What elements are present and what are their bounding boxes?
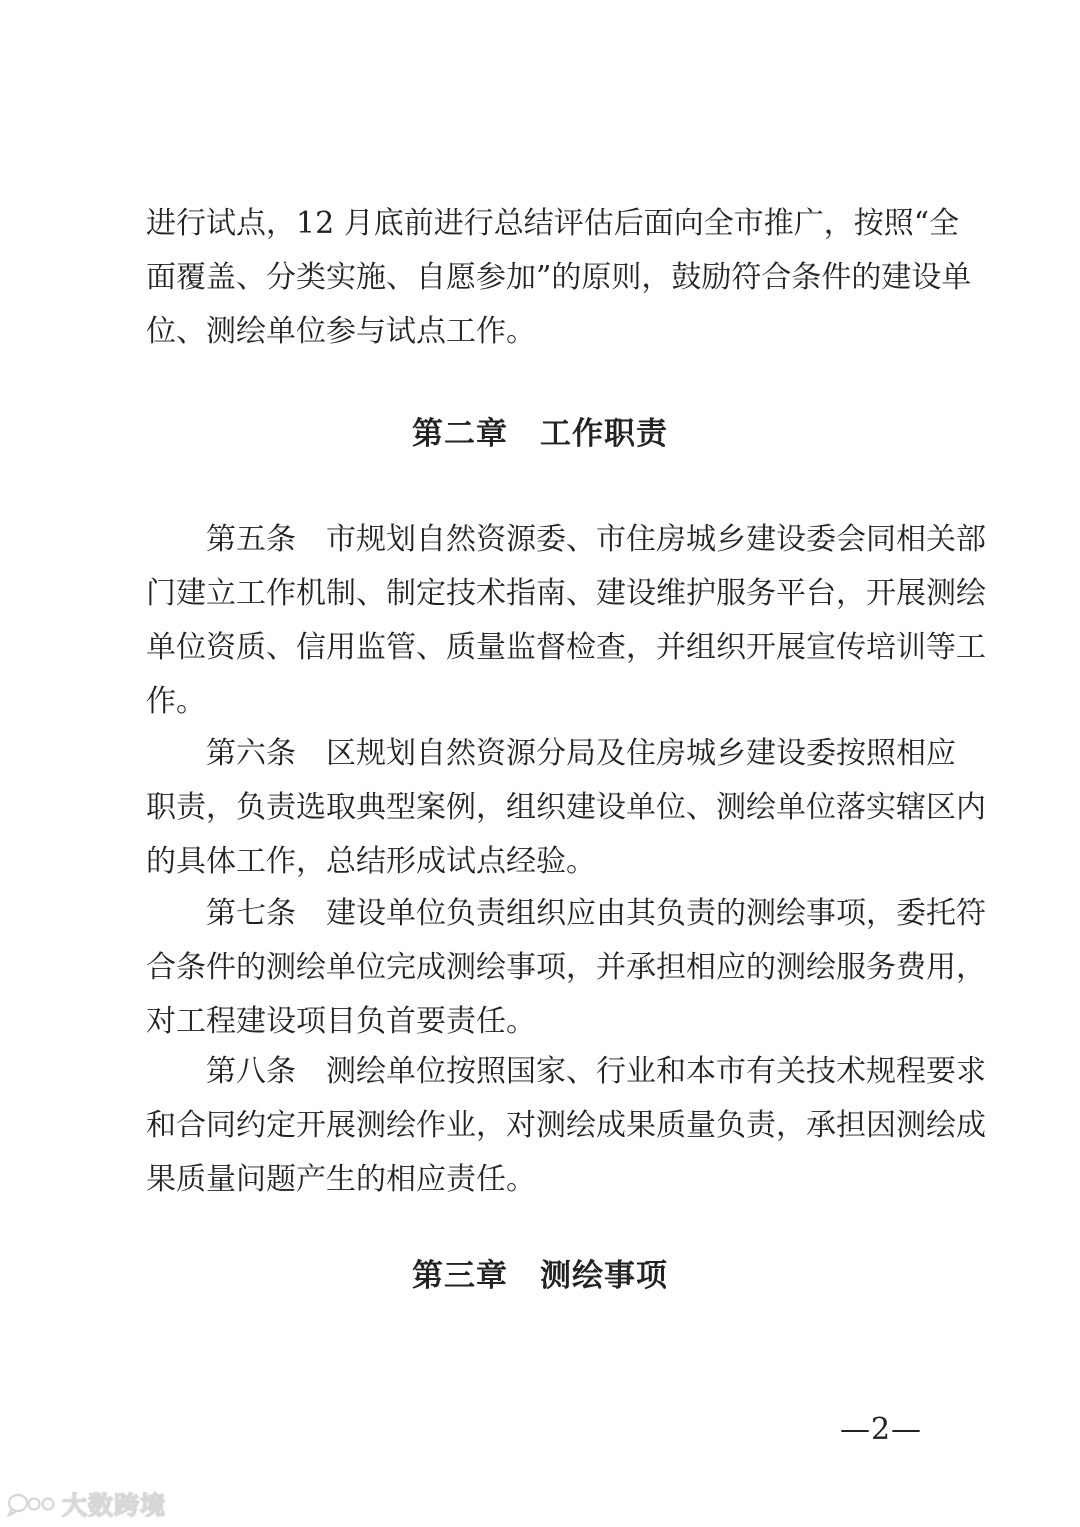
article-6-line-1: 第六条 区规划自然资源分局及住房城乡建设委按照相应 — [146, 736, 956, 771]
chat-bubble-logo-icon — [6, 1490, 58, 1518]
article-5-line-1: 第五条 市规划自然资源委、市住房城乡建设委会同相关部 — [146, 522, 986, 557]
article-6-line-2: 职责，负责选取典型案例，组织建设单位、测绘单位落实辖区内 — [146, 790, 986, 825]
article-8-line-1: 第八条 测绘单位按照国家、行业和本市有关技术规程要求 — [146, 1054, 986, 1089]
article-5-line-3: 单位资质、信用监管、质量监督检查，并组织开展宣传培训等工 — [146, 630, 986, 665]
article-6-line-3: 的具体工作，总结形成试点经验。 — [146, 844, 596, 879]
chapter-2-heading: 第二章 工作职责 — [412, 416, 668, 452]
watermark — [6, 1487, 166, 1521]
page-number: —2— — [839, 1412, 923, 1447]
article-8-line-3: 果质量问题产生的相应责任。 — [146, 1162, 536, 1197]
article-5-line-2: 门建立工作机制、制定技术指南、建设维护服务平台，开展测绘 — [146, 576, 986, 611]
article-7-line-1: 第七条 建设单位负责组织应由其负责的测绘事项，委托符 — [146, 896, 986, 931]
watermark-text: 大数跨境 — [62, 1491, 167, 1520]
intro-line-2: 面覆盖、分类实施、自愿参加”的原则，鼓励符合条件的建设单 — [146, 260, 972, 295]
article-8-line-2: 和合同约定开展测绘作业，对测绘成果质量负责，承担因测绘成 — [146, 1108, 986, 1143]
chapter-3-heading: 第三章 测绘事项 — [412, 1258, 668, 1294]
article-7-line-3: 对工程建设项目负首要责任。 — [146, 1004, 536, 1039]
intro-line-1: 进行试点，12 月底前进行总结评估后面向全市推广，按照“全 — [146, 206, 960, 241]
article-7-line-2: 合条件的测绘单位完成测绘事项，并承担相应的测绘服务费用， — [146, 950, 986, 985]
article-5-line-4: 作。 — [146, 684, 206, 719]
intro-line-3: 位、测绘单位参与试点工作。 — [146, 314, 536, 349]
